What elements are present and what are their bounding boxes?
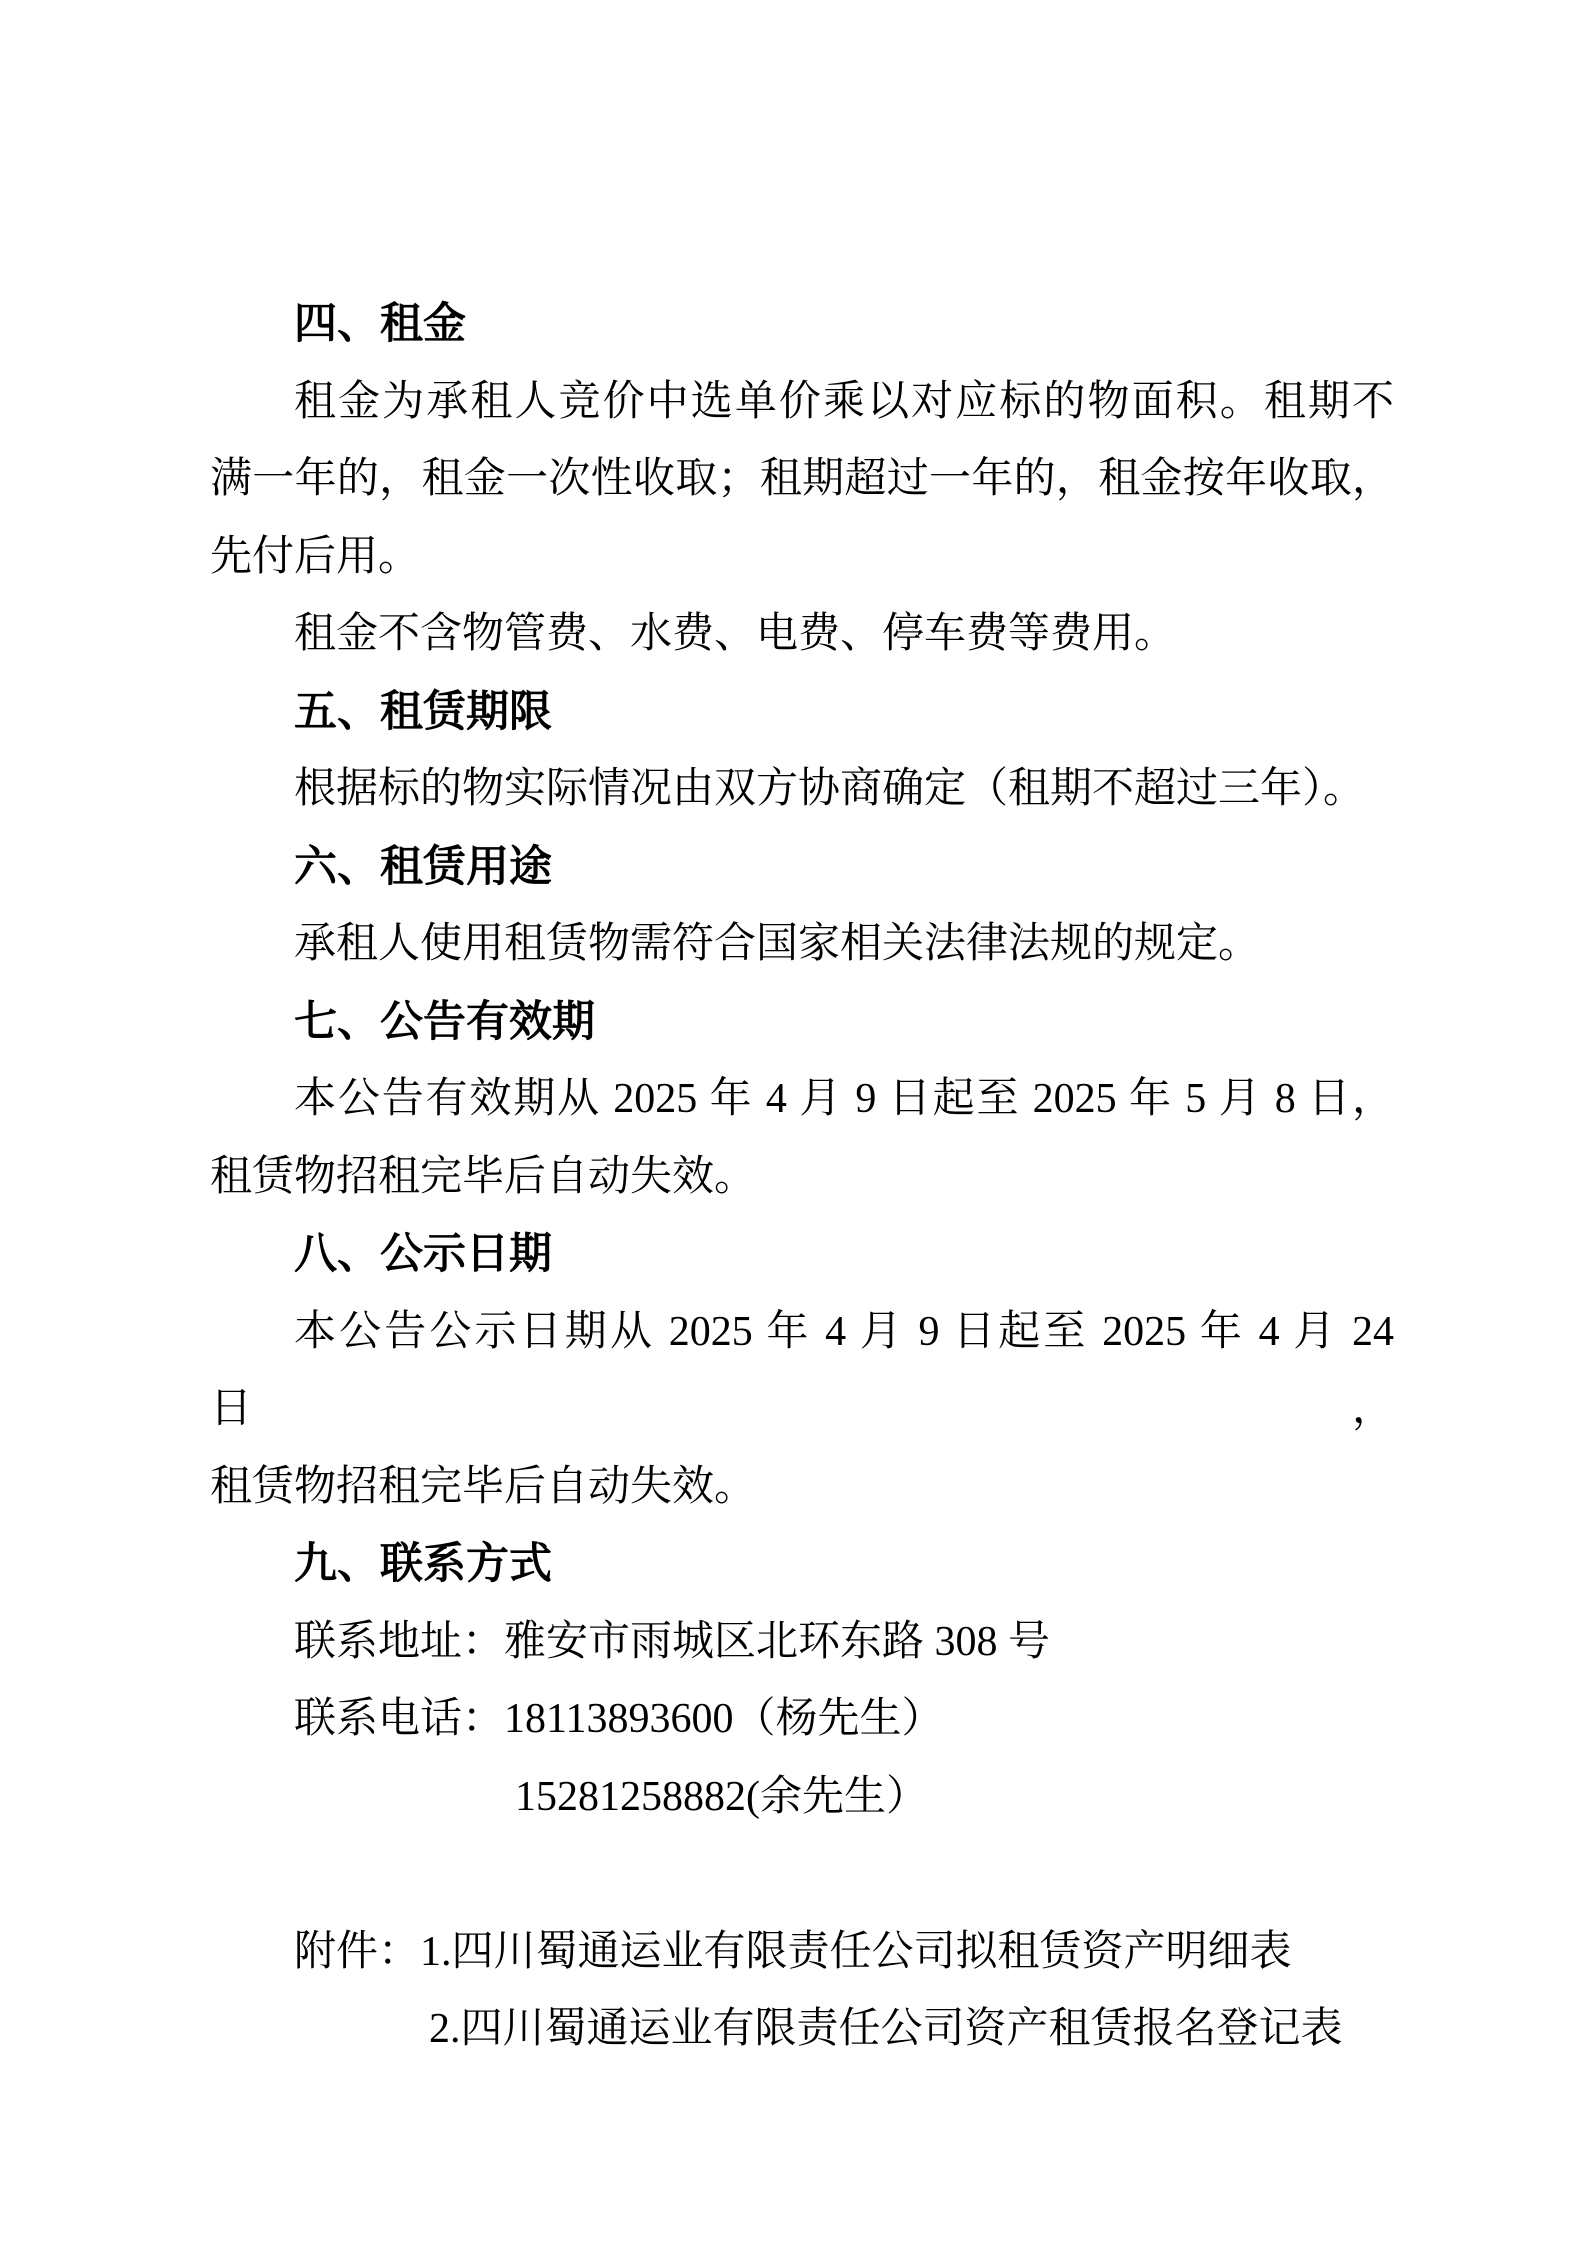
blank-line [210,1836,1394,1914]
para-rent-line-2: 满一年的，租金一次性收取；租期超过一年的，租金按年收取， [210,456,1394,502]
para-rent-excluded-fees: 租金不含物管费、水费、电费、停车费等费用。 [294,611,1177,657]
section-heading-9-contact: 九、联系方式 [294,1540,552,1588]
para-rent-line-3: 先付后用。 [210,533,421,580]
para-publicity-line-2: 租赁物招租完毕后自动失效。 [210,1463,757,1510]
section-heading-7-validity: 七、公告有效期 [294,997,595,1046]
section-heading-6-lease-use: 六、租赁用途 [294,842,552,891]
attachment-line-2: 2.四川蜀通运业有限责任公司资产租赁报名登记表 [429,2006,1343,2052]
document-text-block [210,286,1405,2069]
section-heading-4-rent: 四、租金 [294,300,466,348]
contact-phone-line-1: 联系电话：18113893600（杨先生） [294,1696,944,1742]
section-heading-8-publicity-date: 八、公示日期 [294,1230,552,1278]
para-rent-line-1: 租金为承租人竞价中选单价乘以对应标的物面积。租期不 [294,378,1394,425]
para-validity-line-2: 租赁物招租完毕后自动失效。 [210,1153,757,1200]
para-lease-term: 根据标的物实际情况由双方协商确定（租期不超过三年）。 [294,766,1366,812]
contact-phone-line-2: 15281258882(余先生） [515,1773,928,1820]
attachment-line-1: 附件：1.四川蜀通运业有限责任公司拟租赁资产明细表 [294,1928,1292,1975]
para-lease-use: 承租人使用租赁物需符合国家相关法律法规的规定。 [294,921,1261,967]
para-validity-line-1: 本公告有效期从 2025 年 4 月 9 日起至 2025 年 5 月 8 日， [294,1076,1394,1122]
para-publicity-line-1: 本公告公示日期从 2025 年 4 月 9 日起至 2025 年 4 月 24 日， [210,1308,1405,1432]
section-heading-5-lease-term: 五、租赁期限 [294,687,552,736]
contact-address-line: 联系地址：雅安市雨城区北环东路 308 号 [294,1618,1051,1665]
